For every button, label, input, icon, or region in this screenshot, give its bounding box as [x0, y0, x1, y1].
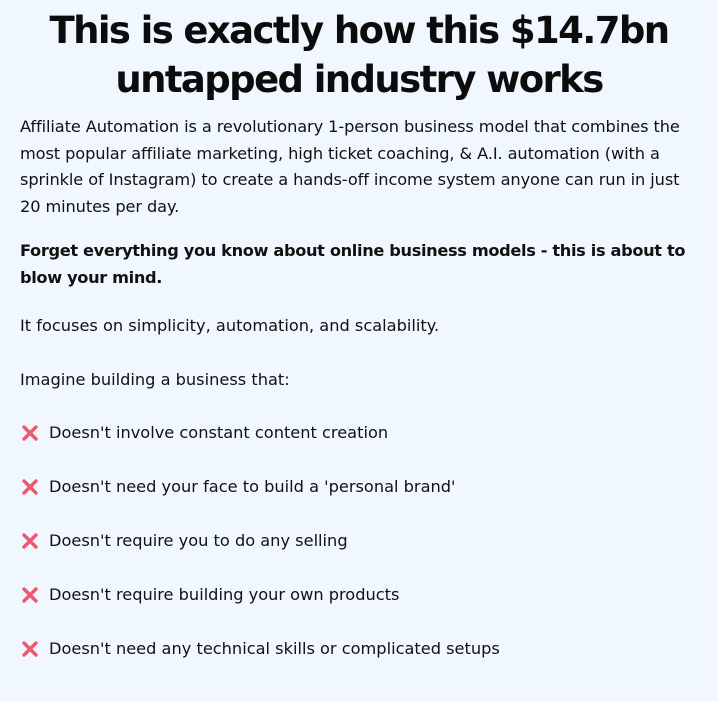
headline-line-1: This is exactly how this $14.7bn: [49, 9, 669, 52]
benefits-list: [20, 420, 698, 663]
cross-mark-icon: [20, 531, 40, 551]
cross-mark-icon: [20, 585, 40, 605]
list-item: [20, 582, 698, 609]
lead-in-paragraph: Imagine building a business that:: [20, 369, 290, 389]
emphasis-paragraph: Forget everything you know about online business models - this is about to blow your mind.: [20, 241, 686, 287]
intro-paragraph: Affiliate Automation is a revolutionary 1-person business model that combines the most popular affiliate marketing, high ticket coaching, & A.I. automation (with a sprinkle of Instagram) to create a hands-off income system anyone can run in just 20 minutes per day.: [20, 117, 680, 216]
list-item-text: Doesn't need any technical skills or complicated setups: [49, 639, 500, 658]
list-item: [20, 528, 698, 555]
focus-paragraph: It focuses on simplicity, automation, and scalability.: [20, 316, 440, 335]
list-item: [20, 420, 698, 447]
cross-mark-icon: [20, 477, 40, 497]
list-item-text: Doesn't require building your own products: [49, 585, 400, 604]
page-headline: [20, 0, 698, 104]
list-item: [20, 474, 698, 501]
headline-line-2: untapped industry works: [115, 58, 603, 101]
list-item-text: Doesn't involve constant content creation: [49, 423, 389, 442]
list-item: [20, 636, 698, 663]
cross-mark-icon: [20, 639, 40, 659]
list-item-text: Doesn't require you to do any selling: [49, 531, 348, 550]
list-item-text: Doesn't need your face to build a 'personal brand': [49, 477, 456, 496]
cross-mark-icon: [20, 423, 40, 443]
